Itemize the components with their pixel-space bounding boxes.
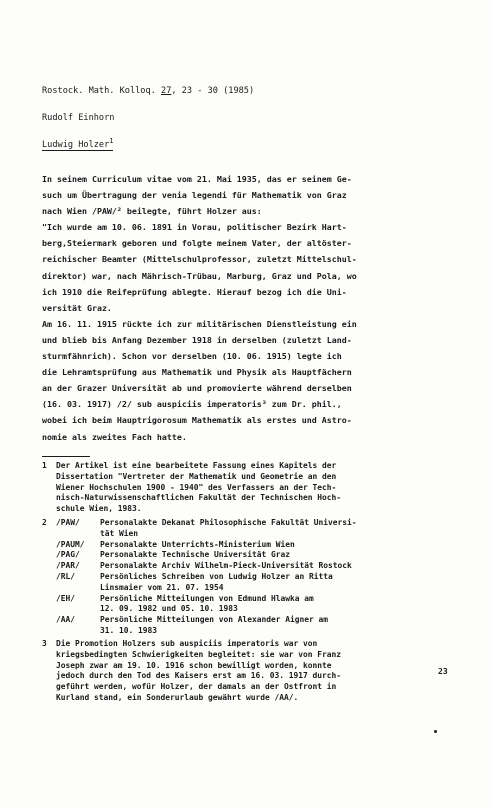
footnote-line [42, 483, 462, 494]
source-description: Persönliches Schreiben von Ludwig Holzer an Ritta [100, 571, 333, 581]
source-description: Personalakte Unterrichts-Ministerium Wien [100, 539, 295, 549]
footnote-number [42, 604, 56, 615]
footnote-number [42, 583, 56, 594]
footnote-number [42, 472, 56, 483]
speck-mark [434, 730, 437, 733]
author-name: Rudolf Einhorn [42, 113, 115, 123]
footnote-line [42, 615, 462, 626]
footnote-1 [42, 461, 462, 515]
footnote-number [42, 561, 56, 572]
body-line: In seinem Curriculum vitae vom 21. Mai 1935, das er seinem Ge- [42, 174, 352, 184]
body-line: reichischer Beamter (Mittelschulprofessor, zuletzt Mittelschul- [42, 254, 357, 265]
source-indent [56, 626, 100, 637]
source-description: Personalakte Dekanat Philosophische Fakultät Universi- [100, 518, 357, 527]
article-title-text: Ludwig Holzer [42, 139, 110, 150]
footnote-line [42, 518, 462, 529]
footnote-line [42, 561, 462, 572]
footnote-line [42, 550, 462, 561]
footnote-line [42, 493, 462, 504]
body-line: direktor) war, nach Mährisch-Trübau, Marburg, Graz und Pola, wo [42, 270, 357, 281]
source-description: Persönliche Mitteilungen von Alexander Aigner am [100, 615, 329, 625]
body-line: sturmfähnrich). Schon vor derselben (10. 06. 1915) legte ich [42, 351, 342, 362]
source-description: Personalakte Technische Universität Graz [100, 550, 291, 560]
title-footnote-marker: 1 [109, 137, 114, 145]
body-line: (16. 03. 1917) /2/ sub auspiciis imperatoris³ zum Dr. phil., [42, 399, 342, 410]
source-abbreviation: /PAG/ [56, 550, 80, 560]
source-description: Linsmaier vom 21. 07. 1954 [100, 582, 224, 592]
body-line: nach Wien /PAW/² beilegte, führt Holzer aus: [42, 206, 262, 217]
footnote-text: Die Promotion Holzers sub auspiciis imperatoris war von [56, 639, 318, 648]
footnote-text: Dissertation "Vertreter der Mathematik und Geometrie an den [56, 471, 337, 481]
footnote-line [42, 594, 462, 605]
footnote-2 [42, 518, 462, 637]
footnote-number: 3 [42, 639, 47, 648]
footnote-number [42, 504, 56, 515]
source-description: Persönliche Mitteilungen von Edmund Hlawka am [100, 593, 314, 603]
footnote-number [42, 493, 56, 504]
source-abbreviation: /AA/ [56, 615, 76, 625]
body-line: nomie als zweites Fach hatte. [42, 431, 187, 442]
body-line: "Ich wurde am 10. 06. 1891 in Vorau, politischer Bezirk Hart- [42, 222, 347, 233]
source-abbreviation: /PAW/ [56, 518, 80, 527]
source-abbreviation: /EH/ [56, 593, 76, 603]
source-description: 12. 09. 1982 und 05. 10. 1983 [100, 604, 238, 614]
body-line: die Lehramtsprüfung aus Mathematik und Physik als Hauptfächern [42, 367, 352, 378]
footnote-line [42, 461, 462, 472]
source-abbreviation: /PAR/ [56, 561, 80, 571]
footnote-text: geführt werden, wofür Holzer, der damals an der Ostfront in [56, 682, 337, 692]
body-line: ich 1910 die Reifeprüfung ablegte. Hierauf bezog ich die Uni- [42, 286, 347, 297]
footnote-text: Kurland stand, ein Sonderurlaub gewährt wurde /AA/. [56, 692, 299, 702]
footnote-text: Der Artikel ist eine bearbeitete Fassung eines Kapitels der [56, 461, 337, 470]
footnote-text: Wiener Hochschulen 1900 - 1940" des Verfassers an der Tech- [56, 482, 337, 492]
footnote-line [42, 661, 462, 672]
journal-volume: 27 [161, 86, 172, 96]
footnote-number [42, 661, 56, 672]
journal-pages: , 23 - 30 (1985) [171, 86, 255, 96]
page-number: 23 [438, 667, 448, 676]
footnote-text: kriegsbedingten Schwierigkeiten begleitet: sie war von Franz [56, 649, 342, 659]
source-description: Personalakte Archiv Wilhelm-Pieck-Universität Rostock [100, 561, 352, 571]
footnote-number: 1 [42, 461, 47, 470]
footnote-number [42, 540, 56, 551]
footnote-line [42, 529, 462, 540]
footnote-line [42, 682, 462, 693]
footnote-text: jedoch durch den Tod des Kaisers erst am 16. 03. 1917 durch- [56, 671, 342, 681]
footnote-3 [42, 639, 462, 704]
footnote-line [42, 650, 462, 661]
body-line: an der Grazer Universität ab und promovierte während derselben [42, 383, 352, 394]
footnote-number [42, 483, 56, 494]
source-indent [56, 529, 100, 540]
footnote-line [42, 583, 462, 594]
footnote-number [42, 550, 56, 561]
footnote-number [42, 671, 56, 682]
footnote-number [42, 572, 56, 583]
footnote-number [42, 650, 56, 661]
footnote-line [42, 504, 462, 515]
footnote-number [42, 529, 56, 540]
source-description: tät Wien [100, 528, 139, 538]
footnote-number [42, 626, 56, 637]
footnote-number: 2 [42, 518, 47, 527]
footnote-line [42, 472, 462, 483]
journal-citation [42, 86, 254, 96]
footnote-number [42, 594, 56, 605]
footnote-line [42, 572, 462, 583]
footnote-rule [42, 456, 90, 457]
footnote-line [42, 693, 462, 704]
source-description: 31. 10. 1983 [100, 625, 158, 635]
footnote-line [42, 626, 462, 637]
source-abbreviation: /PAUM/ [56, 539, 85, 549]
journal-name: Rostock. Math. Kolloq. [42, 86, 156, 96]
footnote-text: schule Wien, 1983. [56, 504, 142, 514]
body-line: wobei ich beim Hauptrigorosum Mathematik als erstes und Astro- [42, 415, 352, 426]
body-line: berg,Steiermark geboren und folgte meinem Vater, der altöster- [42, 238, 352, 249]
body-line: such um Übertragung der venia legendi für Mathematik von Graz [42, 190, 347, 201]
footnote-line [42, 671, 462, 682]
source-abbreviation: /RL/ [56, 571, 76, 581]
footnote-number [42, 682, 56, 693]
footnote-line [42, 639, 462, 650]
source-indent [56, 604, 100, 615]
body-line: und blieb bis Anfang Dezember 1918 in derselben (zuletzt Land- [42, 334, 352, 345]
body-text [42, 171, 458, 445]
article-title [42, 137, 113, 150]
footnote-text: Joseph zwar am 19. 10. 1916 schon bewilligt worden, konnte [56, 660, 332, 670]
source-indent [56, 583, 100, 594]
footnote-text: nisch-Naturwissenschaftlichen Fakultät der Technischen Hoch- [56, 493, 342, 503]
body-line: Am 16. 11. 1915 rückte ich zur militärischen Dienstleistung ein [42, 318, 357, 329]
footnote-number [42, 693, 56, 704]
footnote-number [42, 615, 56, 626]
footnote-line [42, 604, 462, 615]
footnote-line [42, 540, 462, 551]
body-line: versität Graz. [42, 302, 112, 313]
